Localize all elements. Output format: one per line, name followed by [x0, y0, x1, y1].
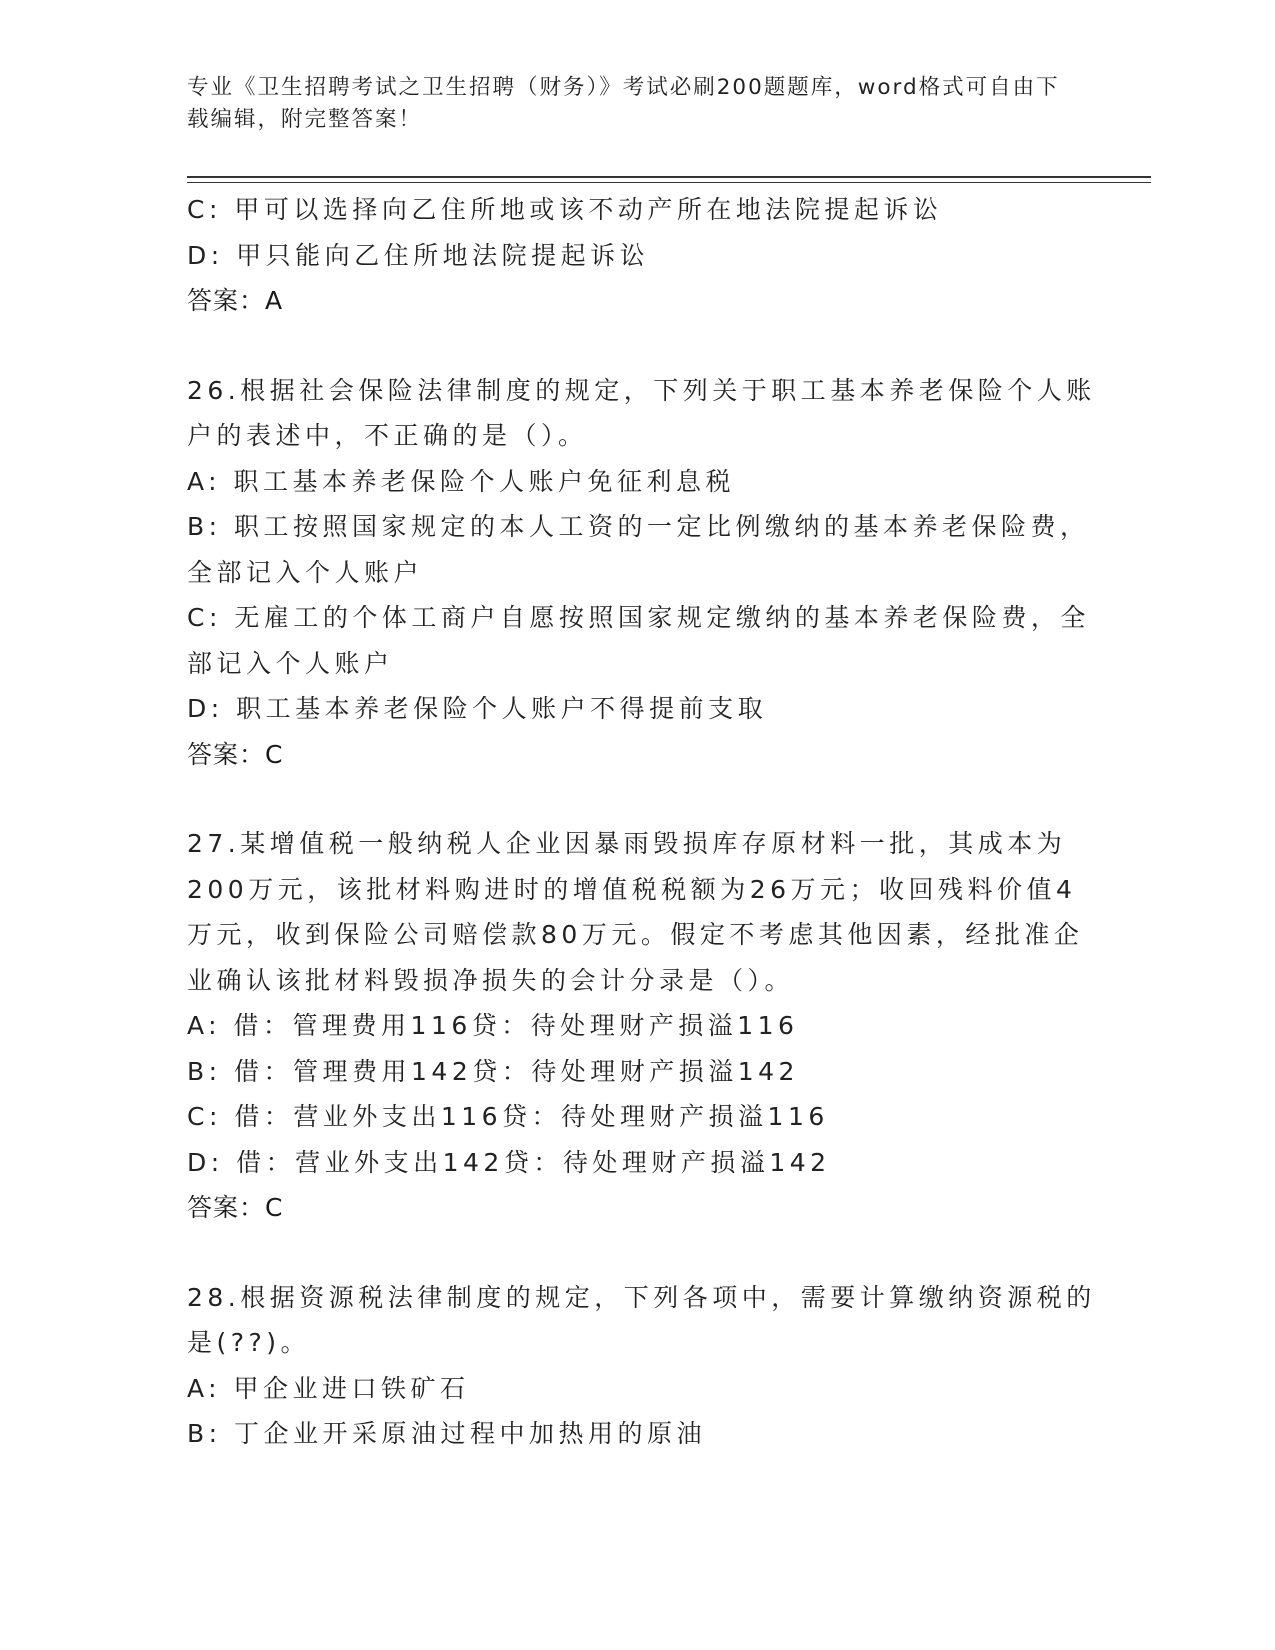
question-text: 28.根据资源税法律制度的规定，下列各项中，需要计算缴纳资源税的 [187, 1282, 1096, 1312]
question-text: 27.某增值税一般纳税人企业因暴雨毁损库存原材料一批，其成本为 [187, 829, 1067, 858]
question-28 [187, 1275, 1096, 1457]
option-d: D: 甲只能向乙住所地法院提起诉讼 [187, 240, 650, 270]
question-text: 业确认该批材料毁损净损失的会计分录是（）。 [187, 965, 795, 995]
document-header: 专业《卫生招聘考试之卫生招聘（财务）》考试必刷200题题库，word格式可自由下载编辑，附完整答案！ [187, 75, 1060, 132]
option-b: B: 职工按照国家规定的本人工资的一定比例缴纳的基本养老保险费， [187, 512, 1090, 541]
option-b: B: 借：管理费用142贷：待处理财产损溢142 [187, 1056, 799, 1086]
answer-line: 答案：C [187, 739, 284, 769]
option-c: C: 无雇工的个体工商户自愿按照国家规定缴纳的基本养老保险费，全 [187, 603, 1090, 632]
question-text: 200万元，该批材料购进时的增值税税额为26万元；收回残料价值4 [187, 874, 1077, 904]
option-c-continued: 部记入个人账户 [187, 648, 394, 678]
option-d: D: 借：营业外支出142贷：待处理财产损溢142 [187, 1147, 831, 1177]
question-26 [187, 368, 1096, 778]
option-a: A: 职工基本养老保险个人账户免征利息税 [187, 466, 736, 496]
spacer [187, 324, 1087, 368]
question-fragment [187, 187, 1087, 324]
header-rule-thick [187, 176, 1151, 178]
answer-line: 答案：C [187, 1193, 284, 1222]
option-c: C: 借：营业外支出116贷：待处理财产损溢116 [187, 1102, 829, 1131]
question-text: 万元，收到保险公司赔偿款80万元。假定不考虑其他因素，经批准企 [187, 920, 1084, 949]
question-text: 26.根据社会保险法律制度的规定，下列关于职工基本养老保险个人账 [187, 375, 1096, 405]
option-a: A: 借：管理费用116贷：待处理财产损溢116 [187, 1011, 799, 1040]
spacer [187, 1231, 1087, 1275]
header-rule-thin [187, 182, 1151, 183]
option-a: A: 甲企业进口铁矿石 [187, 1373, 470, 1403]
option-b-continued: 全部记入个人账户 [187, 557, 424, 587]
question-text: 户的表述中，不正确的是（）。 [187, 421, 588, 450]
option-d: D: 职工基本养老保险个人账户不得提前支取 [187, 694, 768, 723]
option-c: C: 甲可以选择向乙住所地或该不动产所在地法院提起诉讼 [187, 195, 943, 224]
answer-line: 答案：A [187, 286, 284, 315]
question-27 [187, 821, 1087, 1231]
spacer [187, 777, 1087, 821]
question-text: 是(??)。 [187, 1328, 311, 1357]
document-body [187, 187, 1096, 1457]
option-b: B: 丁企业开采原油过程中加热用的原油 [187, 1419, 707, 1448]
